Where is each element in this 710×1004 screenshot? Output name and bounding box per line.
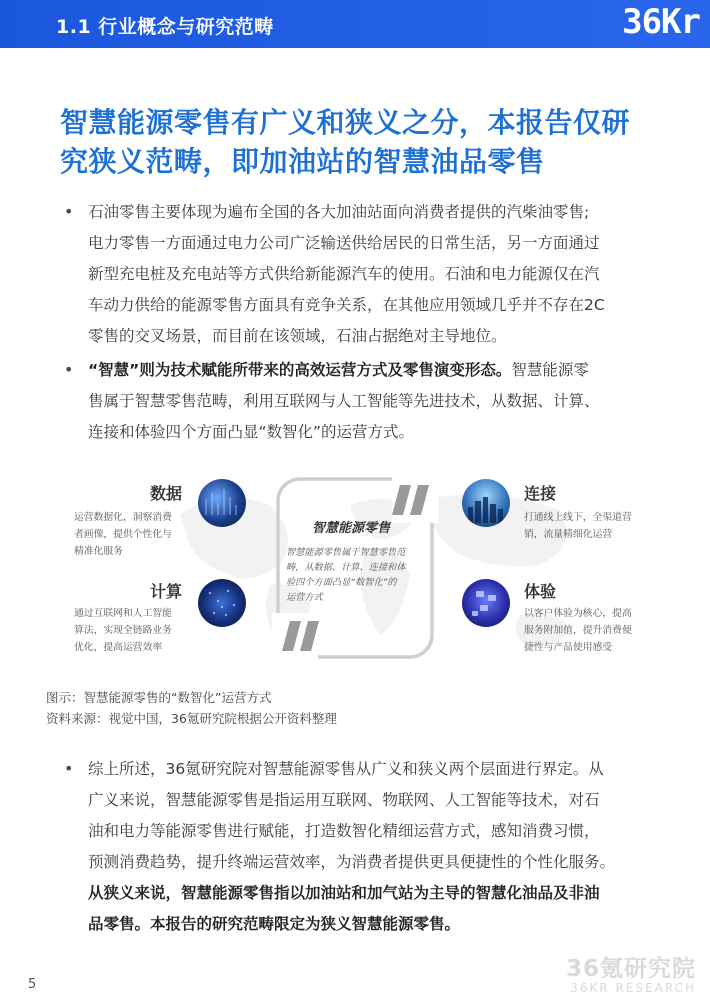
quadrant-title-data: 数据: [150, 484, 183, 503]
source-caption: 资料来源：视觉中国，36氪研究院根据公开资料整理: [46, 711, 337, 726]
desc-line: 优化，提高运营效率: [74, 642, 163, 653]
paragraph-line: 车动力供给的能源零售方面具有竞争关系，在其他应用领域几乎并不存在2C: [88, 296, 605, 314]
paragraph-line: 连接和体验四个方面凸显“数智化”的运营方式。: [88, 423, 415, 441]
paragraph-line: 石油零售主要体现为遍布全国的各大加油站面向消费者提供的汽柴油零售;: [88, 203, 590, 221]
watermark-cn: 36氪研究院: [565, 956, 696, 982]
watermark-en: 36KR RESEARCH: [570, 981, 696, 995]
page-number: 5: [28, 977, 37, 992]
desc-line: 者画像，提供个性化与: [74, 529, 172, 540]
desc-line: 捷性与产品使用感受: [524, 642, 613, 653]
center-desc-line: 畴，从数据、计算、连接和体: [286, 562, 406, 573]
center-desc-line: 运营方式: [286, 592, 323, 603]
quadrant-title-experience: 体验: [524, 582, 557, 601]
page-heading: [60, 103, 670, 181]
paragraph-line: 零售的交叉场景，而目前在该领域，石油占据绝对主导地位。: [88, 327, 507, 345]
heading-line-2: 究狭义范畴，即加油站的智慧油品零售: [60, 145, 545, 178]
desc-line: 精准化服务: [74, 546, 123, 557]
quadrant-title-compute: 计算: [150, 582, 183, 601]
bold-phrase: “智慧”则为技术赋能所带来的高效运营方式及零售演变形态。: [88, 361, 512, 379]
desc-line: 算法，实现全链路业务: [74, 625, 172, 636]
bold-line: 从狭义来说，智慧能源零售指以加油站和加气站为主导的智慧化油品及非油: [88, 884, 600, 902]
paragraph-line: [88, 355, 663, 386]
experience-image: [462, 579, 510, 627]
figure-caption: 图示：智慧能源零售的“数智化”运营方式: [46, 690, 272, 705]
paragraph-3: [88, 754, 663, 940]
compute-image: [198, 579, 246, 627]
paragraph-line: 售属于智慧零售范畴，利用互联网与人工智能等先进技术，从数据、计算、: [88, 392, 600, 410]
header-bar: [0, 0, 710, 48]
paragraph-line: 预测消费趋势，提升终端运营效率，为消费者提供更具便捷性的个性化服务。: [88, 853, 616, 871]
heading-line-1: 智慧能源零售有广义和狭义之分，本报告仅研: [60, 106, 631, 139]
desc-line: 以客户体验为核心，提高: [524, 608, 632, 619]
quadrant-title-connect: 连接: [524, 484, 557, 503]
connect-image: [462, 479, 510, 527]
desc-line: 运营数据化，洞察消费: [74, 512, 172, 523]
bold-line: 品零售。本报告的研究范畴限定为狭义智慧能源零售。: [88, 915, 461, 933]
section-title: 1.1 行业概念与研究范畴: [56, 16, 274, 38]
text-span: 智慧能源零: [511, 361, 589, 379]
bullet-2: •: [64, 360, 74, 379]
desc-line: 通过互联网和人工智能: [74, 608, 172, 619]
desc-line: 销，流量精细化运营: [524, 529, 613, 540]
center-title: 智慧能源零售: [312, 521, 391, 536]
quadrant-desc-connect: [524, 509, 632, 543]
quadrant-desc-experience: [524, 605, 632, 656]
paragraph-line: 电力零售一方面通过电力公司广泛输送供给居民的日常生活，另一方面通过: [88, 234, 600, 252]
watermark: [566, 950, 696, 995]
quadrant-desc-compute: [74, 605, 172, 656]
quadrant-desc-data: [74, 509, 172, 560]
bullet-1: •: [64, 202, 74, 221]
digital-ops-diagram: [40, 445, 670, 685]
desc-line: 服务附加值，提升消费便: [524, 625, 632, 636]
paragraph-line: 油和电力等能源零售进行赋能，打造数智化精细运营方式，感知消费习惯，: [88, 822, 600, 840]
paragraph-line: 综上所述，36氪研究院对智慧能源零售从广义和狭义两个层面进行界定。从: [88, 760, 604, 778]
bullet-3: •: [64, 759, 74, 778]
brand-logo: [606, 2, 702, 46]
data-image: [198, 479, 246, 527]
center-desc-line: 验四个方面凸显“数智化”的: [286, 577, 397, 588]
paragraph-1: [88, 197, 663, 352]
center-description: [286, 545, 434, 605]
paragraph-line: 广义来说，智慧能源零售是指运用互联网、物联网、人工智能等技术，对石: [88, 791, 600, 809]
center-desc-line: 智慧能源零售属于智慧零售范: [286, 547, 406, 558]
paragraph-2: [88, 355, 663, 448]
paragraph-line: 新型充电桩及充电站等方式供给新能源汽车的使用。石油和电力能源仅在汽: [88, 265, 600, 283]
logo-text: 36Kr: [622, 2, 700, 42]
desc-line: 打通线上线下，全渠道营: [524, 512, 632, 523]
